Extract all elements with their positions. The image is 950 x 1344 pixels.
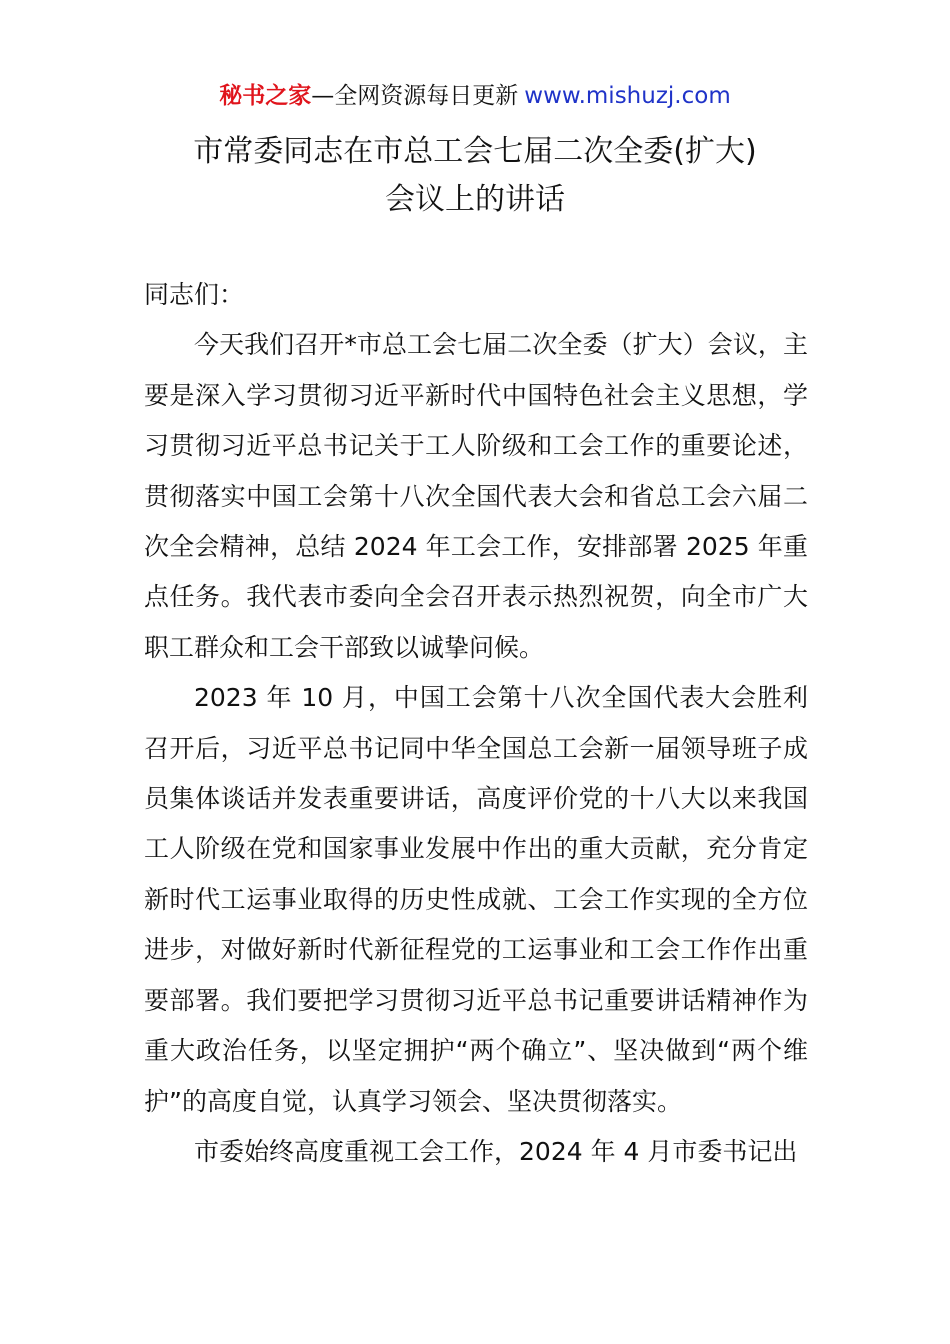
brand-name: 秘书之家	[219, 83, 312, 109]
title-line-1: 市常委同志在市总工会七届二次全委(扩大)	[193, 134, 757, 169]
document-body	[144, 270, 808, 1177]
title-line-2: 会议上的讲话	[385, 182, 565, 217]
paragraph-1: 今天我们召开*市总工会七届二次全委（扩大）会议，主要是深入学习贯彻习近平新时代中国特色社会主义思想，学习贯彻习近平总书记关于工人阶级和工会工作的重要论述，贯彻落实中国工会第十八次全国代表大会和省总工会六届二次全会精神，总结 2024 年工会工作，安排部署 2025 年重点任务。我代表市委向全会召开表示热烈祝贺，向全市广大职工群众和工会干部致以诚挚问候。	[144, 330, 808, 662]
greeting: 同志们：	[144, 280, 245, 309]
site-url-link[interactable]: www.mishuzj.com	[524, 83, 731, 109]
site-tagline: —全网资源每日更新	[311, 83, 519, 109]
document-title	[0, 128, 950, 224]
paragraph-3: 市委始终高度重视工会工作，2024 年 4 月市委书记出	[194, 1136, 798, 1166]
site-header	[0, 80, 950, 112]
paragraph-2: 2023 年 10 月，中国工会第十八次全国代表大会胜利召开后，习近平总书记同中华全国总工会新一届领导班子成员集体谈话并发表重要讲话，高度评价党的十八大以来我国工人阶级在党和国家事业发展中作出的重大贡献，充分肯定新时代工运事业取得的历史性成就、工会工作实现的全方位进步，对做好新时代新征程党的工运事业和工会工作作出重要部署。我们要把学习贯彻习近平总书记重要讲话精神作为重大政治任务，以坚定拥护“两个确立”、坚决做到“两个维护”的高度自觉，认真学习领会、坚决贯彻落实。	[144, 683, 808, 1116]
